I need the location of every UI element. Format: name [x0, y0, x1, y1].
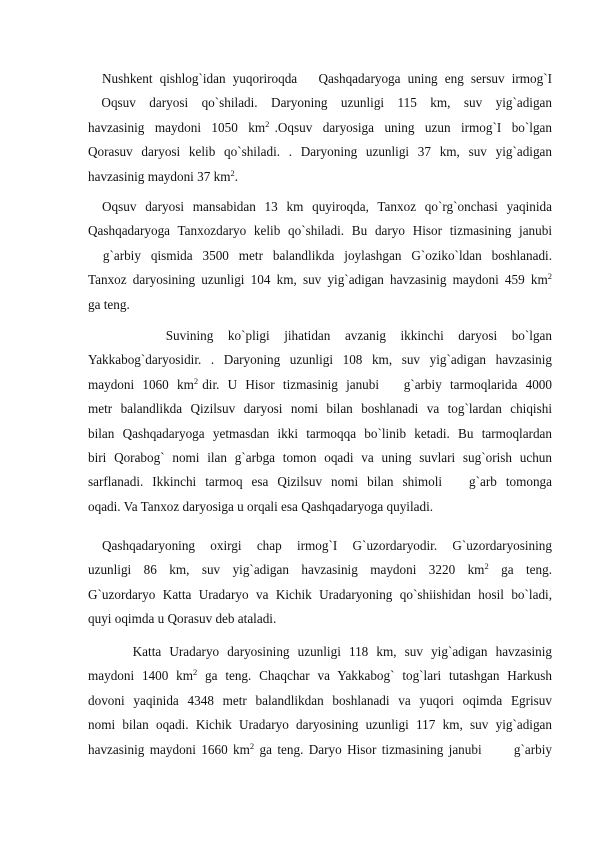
- text-line: quyi oqimda u Qorasuv deb ataladi.: [88, 611, 277, 627]
- paragraph-uradaryo: [88, 640, 552, 762]
- text-line: havzasinig maydoni 1050 $km^2$ .Oqsuv daryosiga uning uzun irmog`I bo`lgan: [88, 118, 552, 135]
- paragraph-oqsuv: [88, 67, 552, 189]
- paragraph-tanxoz: [88, 195, 552, 317]
- text-line: maydoni 1400 $km^2$ ga teng. Chaqchar va Yakkabog` tog`lari tutashgan Harkush: [88, 667, 552, 684]
- text-line: maydoni 1060 $km^2$ dir. U Hisor tizmasinig janubi g`arbiy tarmoqlarida 4000: [88, 375, 552, 392]
- paragraph-yakkabog: [88, 324, 552, 519]
- text-line: Oqsuv daryosi mansabidan 13 km quyiroqda, Tanxoz qo`rg`onchasi yaqinida: [102, 199, 552, 214]
- text-line: biri Qorabog` nomi ilan g`arbga tomon oqadi va uning suvlari sug`orish uchun: [88, 450, 552, 466]
- text-line: havzasinig maydoni 37 $km^2$.: [88, 167, 239, 184]
- text-line: Suvining ko`pligi jihatidan avzanig ikkinchi daryosi bo`lgan: [88, 328, 552, 343]
- text-line: havzasinig maydoni 1660 $km^2$ ga teng. Daryo Hisor tizmasining janubi g`arbiy: [88, 740, 552, 757]
- text-line: Yakkabog`daryosidir. . Daryoning uzunligi 108 km, suv yig`adigan havzasinig: [88, 352, 552, 368]
- text-line: Tanxoz daryosining uzunligi 104 km, suv yig`adigan havzasinig maydoni 459 $km^2$: [88, 271, 552, 288]
- text-line: Qashqadaryoga Tanxozdaryo kelib qo`shiladi. Bu daryo Hisor tizmasining janubi: [88, 223, 552, 239]
- text-line: oqadi. Va Tanxoz daryosiga u orqali esa Qashqadaryoga quyiladi.: [88, 498, 434, 514]
- text-line: ga teng.: [88, 296, 130, 312]
- text-line: sarflanadi. Ikkinchi tarmoq esa Qizilsuv nomi bilan shimoli g`arb tomonga: [88, 474, 552, 490]
- text-line: Qorasuv daryosi kelib qo`shiladi. . Daryoning uzunligi 37 km, suv yig`adigan: [88, 144, 552, 160]
- text-line: Katta Uradaryo daryosining uzunligi 118 km, suv yig`adigan havzasinig: [88, 644, 552, 659]
- text-line: g`arbiy qismida 3500 metr balandlikda joylashgan G`oziko`ldan boshlanadi.: [88, 247, 552, 263]
- text-line: nomi bilan oqadi. Kichik Uradaryo daryosining uzunligi 117 km, suv yig`adigan: [88, 717, 552, 733]
- text-line: dovoni yaqinida 4348 metr balandlikdan boshlanadi va yuqori oqimda Egrisuv: [88, 692, 552, 708]
- text-line: uzunligi 86 km, suv yig`adigan havzasinig maydoni 3220 $km^2$ ga teng.: [88, 561, 553, 578]
- text-line: G`uzordaryo Katta Uradaryo va Kichik Uradaryoning qo`shiishidan hosil bo`ladi,: [88, 586, 552, 602]
- text-line: bilan Qashqadaryoga yetmasdan ikki tarmoqqa bo`linib ketadi. Bu tarmoqlardan: [88, 425, 552, 441]
- paragraph-guzordaryo: [88, 534, 552, 632]
- text-line: metr balandlikda Qizilsuv daryosi nomi bilan boshlanadi va tog`lardan chiqishi: [88, 401, 552, 417]
- text-line: Nushkent qishlog`idan yuqoriroqda Qashqadaryoga uning eng sersuv irmog`I: [102, 71, 552, 86]
- text-line: Oqsuv daryosi qo`shiladi. Daryoning uzunligi 115 km, suv yig`adigan: [88, 95, 552, 111]
- text-line: Qashqadaryoning oxirgi chap irmog`I G`uzordaryodir. G`uzordaryosining: [102, 538, 552, 553]
